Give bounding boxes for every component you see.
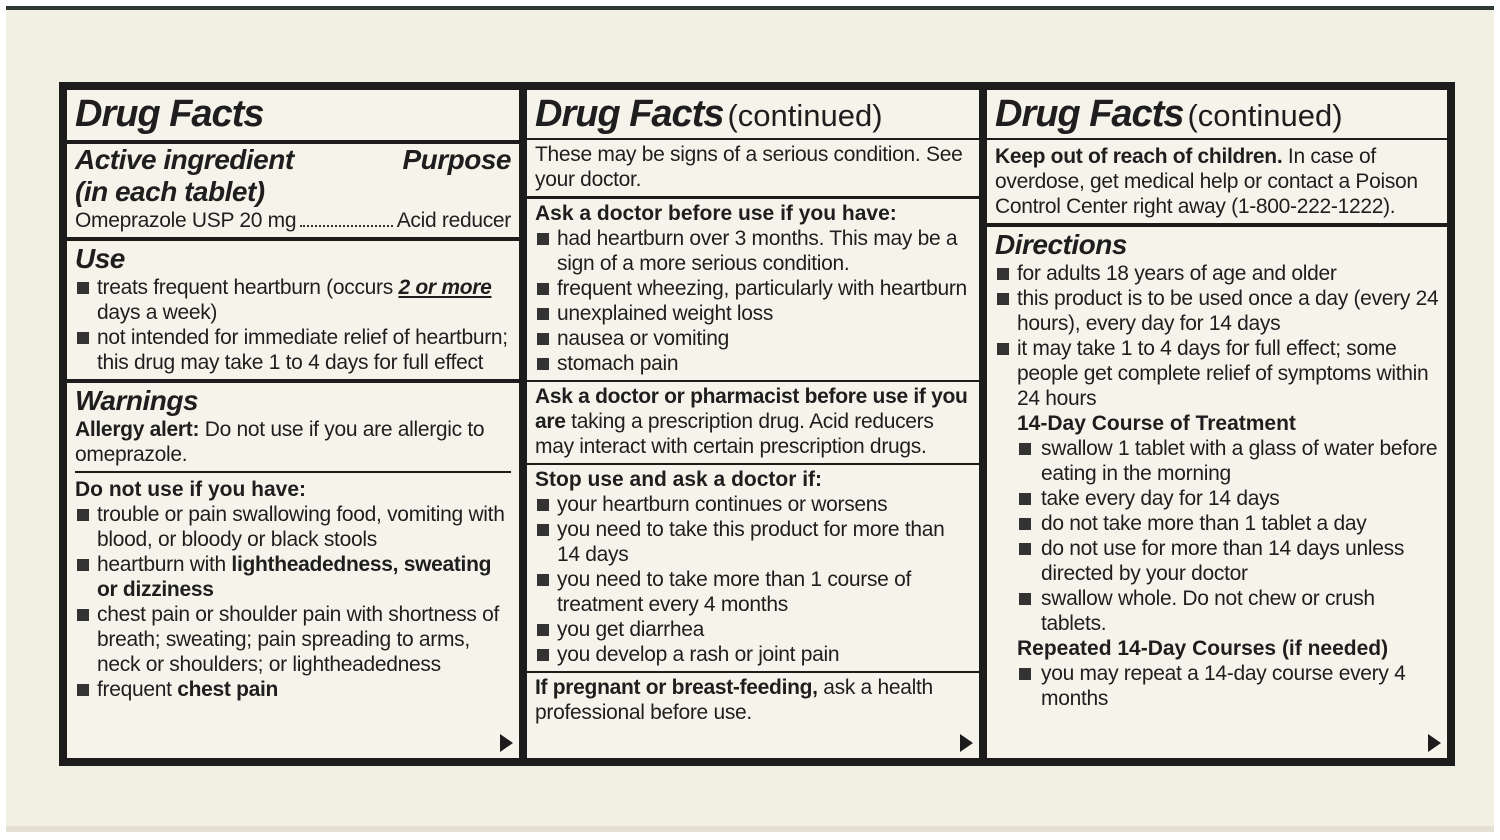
use-section: [67, 241, 519, 383]
course-item: swallow whole. Do not chew or crush tablets.: [1017, 586, 1439, 636]
drug-facts-column-2: [527, 90, 979, 758]
drug-facts-column-3: [987, 90, 1447, 758]
course-item: take every day for 14 days: [1017, 486, 1439, 511]
ask-doctor-item: nausea or vomiting: [535, 326, 971, 351]
use-heading: Use: [75, 243, 125, 274]
stop-use-item: your heartburn continues or worsens: [535, 492, 971, 517]
repeat-course-heading: Repeated 14-Day Courses (if needed): [1017, 637, 1389, 660]
intro-text: These may be signs of a serious condition. See your doctor.: [535, 143, 963, 191]
stop-use-item: you need to take this product for more than 14 days: [535, 517, 971, 567]
ask-pharmacist-section: [527, 382, 979, 465]
stop-use-item: you develop a rash or joint pain: [535, 642, 971, 667]
directions-section: [987, 227, 1447, 713]
warnings-section: [67, 383, 519, 704]
directions-item: for adults 18 years of age and older: [995, 261, 1439, 286]
continued-label: (continued): [1187, 98, 1343, 133]
drug-facts-column-1: [67, 90, 519, 758]
ingredient-name: Omeprazole USP 20 mg: [75, 209, 297, 232]
ask-doctor-item: had heartburn over 3 months. This may be a sign of a more serious condition.: [535, 226, 971, 276]
ingredient-purpose: Acid reducer: [396, 209, 511, 232]
stop-use-heading: Stop use and ask a doctor if:: [535, 468, 823, 491]
continued-label: (continued): [727, 98, 883, 133]
ask-doctor-item: unexplained weight loss: [535, 301, 971, 326]
continue-arrow-icon: [960, 734, 973, 752]
ask-doctor-heading: Ask a doctor before use if you have:: [535, 202, 897, 225]
title-section: [987, 90, 1447, 140]
stop-use-item: you need to take more than 1 course of treatment every 4 months: [535, 567, 971, 617]
use-item: not intended for immediate relief of heartburn; this drug may take 1 to 4 days for full effect: [75, 325, 511, 375]
leader-dots: [300, 225, 392, 227]
pregnancy-section: [527, 673, 979, 727]
keep-out-section: [987, 140, 1447, 227]
title-section: [527, 90, 979, 140]
course-heading: 14-Day Course of Treatment: [1017, 412, 1296, 435]
use-item: treats frequent heartburn (occurs 2 or more days a week): [75, 275, 511, 325]
ask-doctor-item: frequent wheezing, particularly with heartburn: [535, 276, 971, 301]
directions-heading: Directions: [995, 229, 1127, 260]
purpose-heading: Purpose: [402, 144, 511, 175]
package-side: [6, 6, 1494, 832]
ask-doctor-section: [527, 199, 979, 382]
drug-facts-title: Drug Facts: [995, 93, 1184, 135]
warnings-heading: Warnings: [75, 385, 199, 416]
allergy-alert: Allergy alert: Do not use if you are allergic to omeprazole.: [75, 418, 485, 466]
do-not-use-item: frequent chest pain: [75, 677, 511, 702]
pregnancy-text: If pregnant or breast-feeding, ask a health professional before use.: [535, 676, 933, 724]
continue-arrow-icon: [500, 734, 513, 752]
do-not-use-heading: Do not use if you have:: [75, 478, 307, 501]
drug-facts-label: [59, 82, 1455, 766]
course-item: do not take more than 1 tablet a day: [1017, 511, 1439, 536]
repeat-course-item: you may repeat a 14-day course every 4 months: [1017, 661, 1439, 711]
directions-item: it may take 1 to 4 days for full effect; some people get complete relief of symptoms within 24 hours: [995, 336, 1439, 411]
ask-pharmacist-text: Ask a doctor or pharmacist before use if you are taking a prescription drug. Acid reducers may interact with certain prescription drugs.: [535, 385, 968, 458]
stop-use-item: you get diarrhea: [535, 617, 971, 642]
drug-facts-title: Drug Facts: [75, 93, 264, 135]
directions-item: this product is to be used once a day (every 24 hours), every day for 14 days: [995, 286, 1439, 336]
course-item: swallow 1 tablet with a glass of water before eating in the morning: [1017, 436, 1439, 486]
drug-facts-title: Drug Facts: [535, 93, 724, 135]
stop-use-section: [527, 465, 979, 673]
title-section: [67, 90, 519, 144]
do-not-use-item: chest pain or shoulder pain with shortness of breath; sweating; pain spreading to arms, neck or shoulders; or lightheadedness: [75, 602, 511, 677]
keep-out-text: Keep out of reach of children. In case of overdose, get medical help or contact a Poison Control Center right away (1-800-222-1222).: [995, 145, 1418, 218]
do-not-use-item: trouble or pain swallowing food, vomiting with blood, or bloody or black stools: [75, 502, 511, 552]
continue-arrow-icon: [1428, 734, 1441, 752]
course-item: do not use for more than 14 days unless directed by your doctor: [1017, 536, 1439, 586]
active-ingredient-subheading: (in each tablet): [75, 176, 265, 207]
ask-doctor-item: stomach pain: [535, 351, 971, 376]
active-ingredient-section: [67, 144, 519, 241]
active-ingredient-heading: Active ingredient: [75, 144, 294, 175]
do-not-use-item: heartburn with lightheadedness, sweating or dizziness: [75, 552, 511, 602]
intro-section: [527, 140, 979, 199]
divider: [75, 471, 511, 473]
